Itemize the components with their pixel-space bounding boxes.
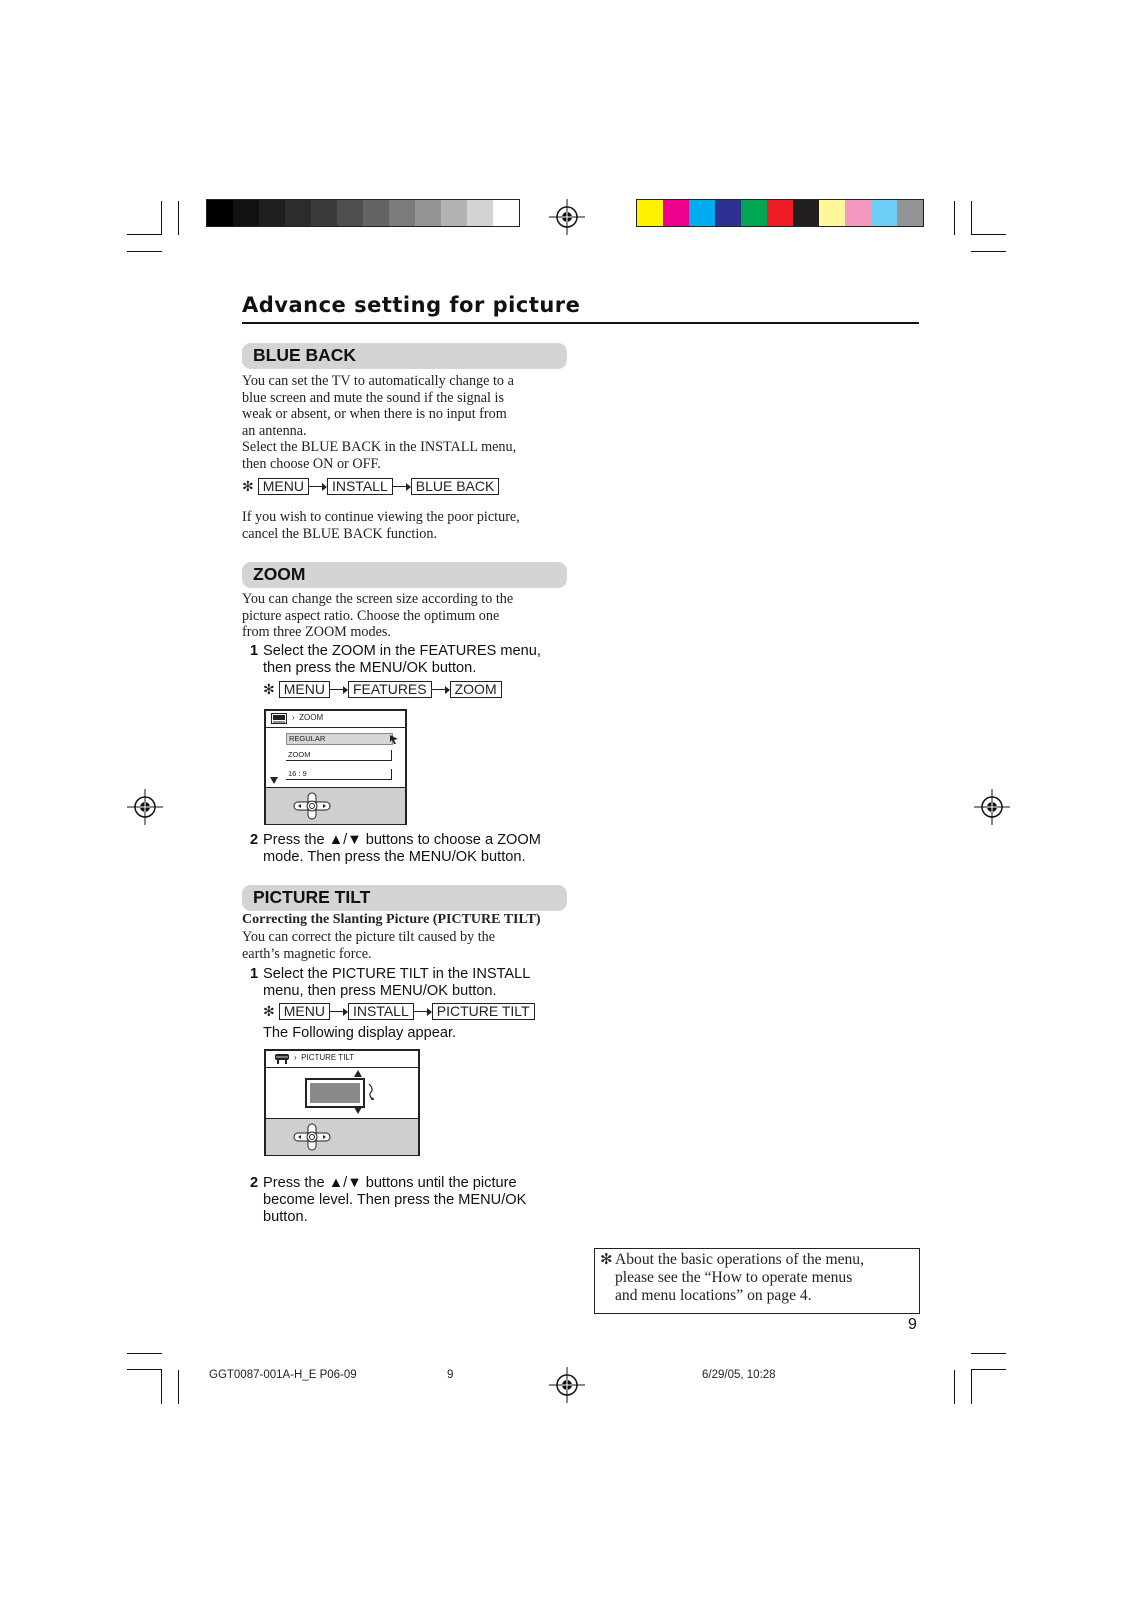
section-heading-zoom: ZOOM [242,562,567,588]
calibration-swatch [715,200,741,226]
calibration-swatch [415,200,441,226]
footer-page-number: 9 [447,1369,454,1381]
arrow-right-icon [414,1004,432,1019]
color-calibration-strip [636,199,924,227]
footer-document-code: GGT0087-001A-H_E P06-09 [209,1369,357,1381]
osd-option-regular: REGULAR [286,733,393,745]
calibration-swatch [493,200,519,226]
zoom-step-1: 1 Select the ZOOM in the FEATURES menu, then press the MENU/OK button. [250,643,541,676]
calibration-swatch [337,200,363,226]
calibration-swatch [311,200,337,226]
osd-breadcrumb: › ZOOM [292,713,324,722]
menu-operations-note: ✻ About the basic operations of the menu, please see the “How to operate menus and menu locations” on page 4. [594,1248,920,1314]
display-appear-text: The Following display appear. [263,1025,457,1041]
calibration-swatch [363,200,389,226]
zoom-step-2: 2 Press the ▲/▼ buttons to choose a ZOOM mode. Then press the MENU/OK button. [250,832,541,865]
calibration-swatch [871,200,897,226]
section-heading-picture-tilt: PICTURE TILT [242,885,567,911]
page-number: 9 [908,1316,917,1333]
features-menu-icon [271,713,287,724]
asterisk-icon: ✻ [242,478,254,494]
calibration-swatch [767,200,793,226]
zoom-osd-screen [264,709,407,825]
asterisk-icon: ✻ [263,681,275,697]
calibration-swatch [741,200,767,226]
footer-datetime: 6/29/05, 10:28 [702,1369,776,1381]
arrow-right-icon [330,1004,348,1019]
menu-path-blue-back: ✻ MENU INSTALL BLUE BACK [242,478,499,495]
tilt-up-arrow-icon [354,1070,362,1077]
scroll-down-arrow-icon [270,777,278,784]
asterisk-icon: ✻ [263,1003,275,1019]
tilt-picture-frame [305,1078,365,1108]
arrow-right-icon [309,479,327,494]
osd-option-zoom: ZOOM [286,750,392,761]
remote-dpad-icon [293,1123,331,1151]
calibration-swatch [689,200,715,226]
section-heading-blue-back: BLUE BACK [242,343,567,369]
osd-footer [266,1118,418,1155]
picture-tilt-subheading: Correcting the Slanting Picture (PICTURE TILT) [242,912,541,927]
menu-path-picture-tilt: ✻ MENU INSTALL PICTURE TILT [263,1003,535,1020]
tilt-down-arrow-icon [354,1107,362,1114]
osd-header [266,711,405,728]
calibration-swatch [663,200,689,226]
picture-tilt-osd-screen [264,1049,420,1156]
registration-target-icon [974,789,1010,825]
registration-target-icon [549,1367,585,1403]
zoom-description: You can change the screen size according to the picture aspect ratio. Choose the optimum one from three ZOOM modes. [242,591,514,641]
picture-tilt-description: You can correct the picture tilt caused by the earth’s magnetic force. [242,929,496,962]
osd-option-16-9: 16 : 9 [286,769,392,780]
arrow-right-icon [432,682,450,697]
blue-back-description: You can set the TV to automatically change to a blue screen and mute the sound if the signal is weak or absent, or when there is no input from an antenna. Select the BLUE BACK in the INSTALL menu, then choose ON or OFF. [242,373,517,472]
picture-tilt-step-2: 2 Press the ▲/▼ buttons until the picture become level. Then press the MENU/OK button. [250,1175,527,1225]
arrow-right-icon [393,479,411,494]
menu-path-zoom: ✻ MENU FEATURES ZOOM [263,681,502,698]
remote-dpad-icon [293,792,331,820]
registration-target-icon [127,789,163,825]
asterisk-icon: ✻ [600,1252,613,1268]
calibration-swatch [637,200,663,226]
tilt-rotate-icon [367,1083,376,1101]
osd-footer [266,787,405,824]
grayscale-calibration-strip [206,199,520,227]
install-menu-icon [274,1053,290,1064]
blue-back-note: If you wish to continue viewing the poor picture, cancel the BLUE BACK function. [242,509,520,542]
calibration-swatch [389,200,415,226]
title-rule [242,322,919,324]
calibration-swatch [207,200,233,226]
calibration-swatch [285,200,311,226]
registration-target-icon [549,199,585,235]
calibration-swatch [259,200,285,226]
calibration-swatch [819,200,845,226]
calibration-swatch [897,200,923,226]
osd-breadcrumb: › PICTURE TILT [294,1053,355,1062]
calibration-swatch [233,200,259,226]
arrow-right-icon [330,682,348,697]
calibration-swatch [845,200,871,226]
calibration-swatch [467,200,493,226]
calibration-swatch [793,200,819,226]
calibration-swatch [441,200,467,226]
picture-tilt-step-1: 1 Select the PICTURE TILT in the INSTALL menu, then press MENU/OK button. [250,966,531,999]
cursor-pointer-icon [390,735,398,744]
page-title: Advance setting for picture [242,293,581,317]
osd-header [266,1051,418,1068]
